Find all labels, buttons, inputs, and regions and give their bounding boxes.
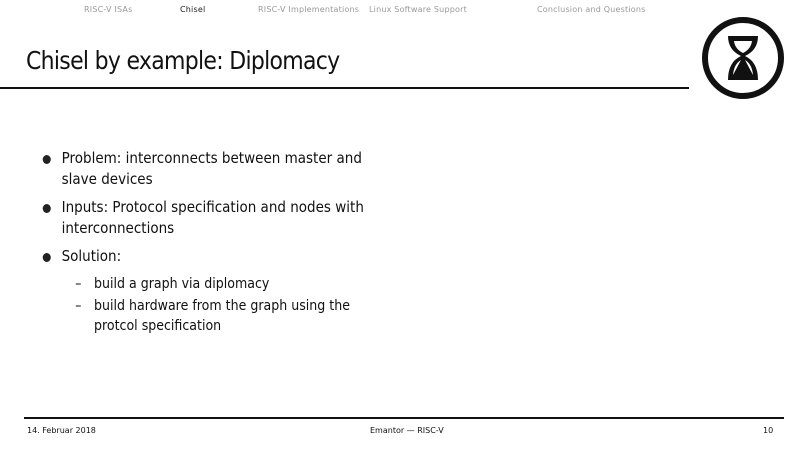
nav-item-linux-software-support[interactable]: Linux Software Support	[369, 5, 467, 14]
bullet-item	[40, 148, 364, 190]
nav-item-risc-v-implementations[interactable]: RISC-V Implementations	[258, 5, 360, 14]
bullet-text: Inputs: Protocol specification and nodes with interconnections	[61, 198, 364, 237]
hourglass-circle-logo-icon	[701, 16, 785, 100]
bullet-icon	[43, 155, 51, 164]
sub-bullet-text: build a graph via diplomacy	[94, 276, 270, 292]
title-divider	[0, 87, 689, 89]
sub-bullet-item	[75, 296, 364, 336]
bullet-item	[40, 197, 364, 239]
nav-item-chisel[interactable]: Chisel	[180, 5, 206, 14]
bullet-icon	[43, 253, 51, 262]
sub-bullet-item	[75, 274, 364, 294]
bullet-text: Problem: interconnects between master and slave devices	[61, 149, 362, 188]
page-number: 10	[763, 426, 774, 435]
sub-bullet-list	[40, 274, 364, 336]
nav-item-risc-v-isas[interactable]: RISC-V ISAs	[84, 5, 133, 14]
footer-author-title: Emantor — RISC-V	[370, 426, 444, 435]
bullet-icon	[43, 204, 51, 213]
section-navigation	[0, 0, 690, 20]
bullet-text: Solution:	[61, 247, 122, 265]
footer-date: 14. Februar 2018	[27, 426, 96, 435]
nav-item-conclusion-and-questions[interactable]: Conclusion and Questions	[537, 5, 646, 14]
sub-bullet-text: build hardware from the graph using the protcol specification	[94, 298, 350, 334]
bullet-item	[40, 246, 364, 267]
footer-divider	[24, 417, 784, 419]
slide-title: Chisel by example: Diplomacy	[26, 46, 340, 75]
dash-bullet-icon: –	[75, 276, 82, 292]
slide-content	[40, 148, 364, 338]
dash-bullet-icon: –	[75, 298, 82, 314]
